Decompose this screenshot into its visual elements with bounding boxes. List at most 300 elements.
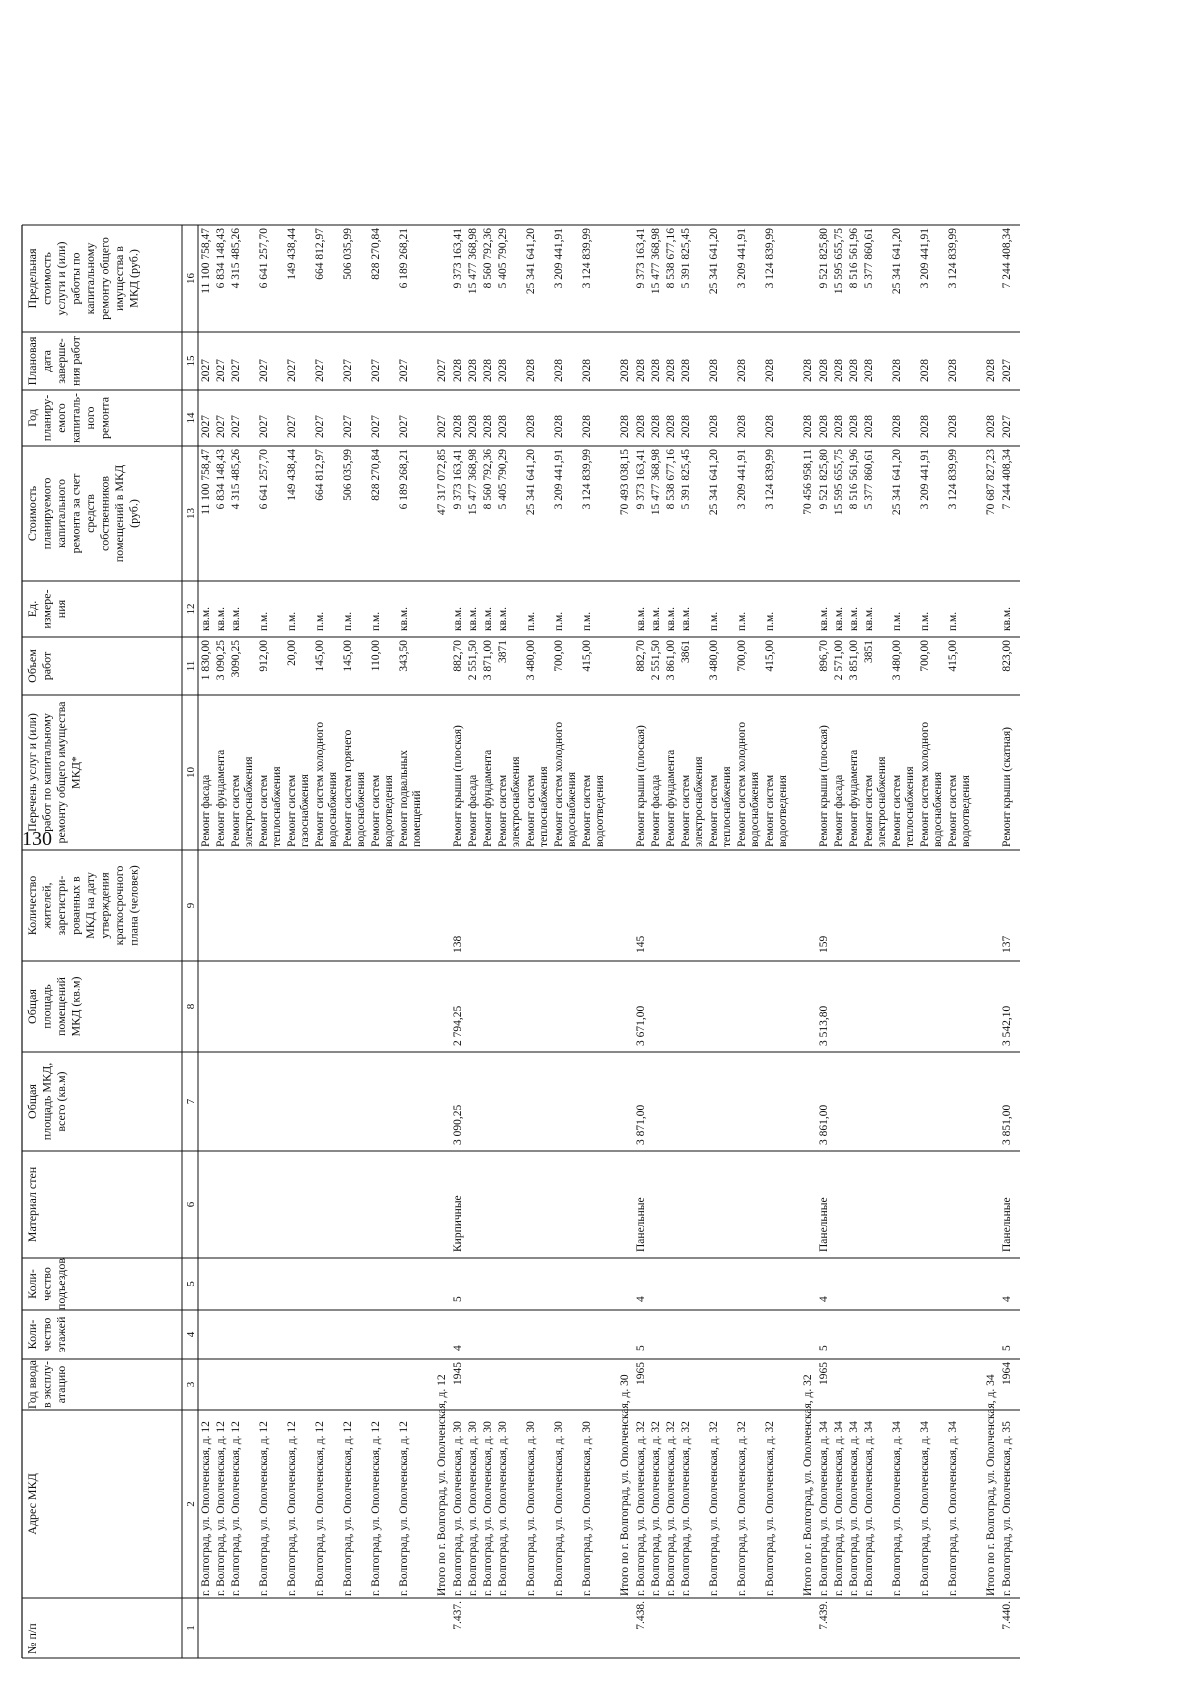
header-c1: № п/п bbox=[25, 1623, 39, 1654]
header-c3: в эксплу- bbox=[39, 1360, 54, 1409]
work-description: Ремонт систем bbox=[258, 774, 270, 847]
header-c12: измере- bbox=[39, 589, 54, 629]
header-c14: планиру- bbox=[39, 394, 54, 442]
work-description: Ремонт фасада bbox=[833, 774, 845, 847]
cell-value: кв.м. bbox=[482, 606, 494, 631]
header-c9: плана (человек) bbox=[126, 865, 141, 946]
cell-value: 15 477 368,98 bbox=[650, 228, 662, 295]
header-c9: МКД на дату bbox=[83, 872, 97, 939]
cell-value: 2028 bbox=[863, 359, 875, 382]
header-c3: атацию bbox=[54, 1365, 68, 1404]
cell-value: 2 571,00 bbox=[833, 640, 845, 681]
cell-value: 2027 bbox=[398, 359, 410, 382]
cell-value: 3871 bbox=[497, 640, 509, 663]
cell-value: 2 551,50 bbox=[650, 640, 662, 681]
cell-value: 3851 bbox=[863, 640, 875, 663]
address: г. Волгоград, ул. Ополченская, д. 34 bbox=[947, 1421, 959, 1596]
cell-value: 3 871,00 bbox=[635, 1104, 647, 1145]
cell-value: п.м. bbox=[553, 611, 565, 631]
address: г. Волгоград, ул. Ополченская, д. 12 bbox=[230, 1421, 242, 1596]
cell-value: 2027 bbox=[286, 359, 298, 382]
cell-value: 2028 bbox=[680, 359, 692, 382]
cell-value: 3 513,80 bbox=[818, 1005, 830, 1046]
cell-value: 2027 bbox=[215, 359, 227, 382]
address: г. Волгоград, ул. Ополченская, д. 34 bbox=[818, 1421, 830, 1596]
column-number: 6 bbox=[185, 1201, 197, 1208]
cell-value: 159 bbox=[818, 935, 830, 953]
cell-value: 2028 bbox=[525, 415, 537, 438]
cell-value: 25 341 641,20 bbox=[891, 228, 903, 295]
cell-value: 3 209 441,91 bbox=[919, 449, 931, 510]
work-description: Ремонт систем bbox=[525, 774, 537, 847]
cell-value: 5 377 860,61 bbox=[863, 228, 875, 289]
cell-value: 2028 bbox=[985, 415, 997, 438]
cell-value: 9 521 825,80 bbox=[818, 449, 830, 510]
cell-value: 4 bbox=[1001, 1296, 1013, 1302]
cell-value: 2028 bbox=[985, 359, 997, 382]
cell-value: 2028 bbox=[947, 359, 959, 382]
cell-value: 2028 bbox=[452, 359, 464, 382]
address: г. Волгоград, ул. Ополченская, д. 32 bbox=[764, 1421, 776, 1596]
cell-value: 2027 bbox=[230, 415, 242, 438]
cell-value: п.м. bbox=[314, 611, 326, 631]
cell-value: 2028 bbox=[891, 359, 903, 382]
cell-value: 2028 bbox=[635, 415, 647, 438]
cell-value: Панельные bbox=[1001, 1197, 1013, 1252]
cell-value: 20,00 bbox=[286, 640, 298, 666]
cell-value: 3 124 839,99 bbox=[764, 228, 776, 289]
header-c5: чество bbox=[39, 1267, 54, 1301]
work-description: водоотведения bbox=[383, 775, 395, 847]
address: г. Волгоград, ул. Ополченская, д. 34 bbox=[833, 1421, 845, 1596]
address: г. Волгоград, ул. Ополченская, д. 34 bbox=[891, 1421, 903, 1596]
cell-value: 9 373 163,41 bbox=[635, 449, 647, 510]
work-description: Ремонт систем bbox=[891, 774, 903, 847]
header-c13: (руб.) bbox=[126, 499, 141, 528]
cell-value: 2028 bbox=[818, 415, 830, 438]
work-description: Ремонт систем горячего bbox=[342, 729, 354, 847]
cell-value: кв.м. bbox=[650, 606, 662, 631]
header-c10: Перечень услуг и (или) bbox=[25, 713, 39, 832]
cell-value: 700,00 bbox=[919, 640, 931, 672]
work-description: электроснабжения bbox=[876, 756, 888, 847]
header-c7: площадь МКД, bbox=[39, 1062, 54, 1141]
cell-value: 5 391 825,45 bbox=[680, 449, 692, 510]
header-c16: МКД (руб.) bbox=[126, 249, 141, 308]
cell-value: 3090,25 bbox=[230, 640, 242, 678]
cell-value: 2027 bbox=[342, 359, 354, 382]
header-c13: капитального bbox=[54, 479, 68, 548]
cell-value: 828 270,84 bbox=[370, 449, 382, 501]
header-c11: Объем bbox=[25, 649, 39, 683]
work-description: теплоснабжения bbox=[721, 766, 733, 847]
cell-value: 6 189 268,21 bbox=[398, 228, 410, 289]
header-c10: работ по капитальному bbox=[39, 713, 54, 832]
work-description: Ремонт систем bbox=[497, 774, 509, 847]
header-c5: Коли- bbox=[25, 1269, 39, 1299]
cell-value: 2027 bbox=[1001, 359, 1013, 382]
cell-value: 110,00 bbox=[370, 640, 382, 672]
cell-value: 2027 bbox=[258, 359, 270, 382]
header-c11: работ bbox=[39, 651, 54, 681]
cell-value: 2028 bbox=[848, 359, 860, 382]
work-description: Ремонт фасада bbox=[467, 774, 479, 847]
cell-value: 2028 bbox=[665, 359, 677, 382]
cell-value: кв.м. bbox=[497, 606, 509, 631]
cell-value: 3 124 839,99 bbox=[581, 449, 593, 510]
header-c16: Предельная bbox=[25, 248, 39, 309]
column-number: 11 bbox=[185, 660, 197, 672]
address: г. Волгоград, ул. Ополченская, д. 12 bbox=[258, 1421, 270, 1596]
header-c8: Общая bbox=[25, 989, 39, 1024]
cell-value: 5 bbox=[635, 1345, 647, 1351]
cell-value: 7 244 408,34 bbox=[1001, 449, 1013, 510]
header-c16: капитальному bbox=[83, 242, 97, 315]
cell-value: 2028 bbox=[665, 415, 677, 438]
cell-value: 3861 bbox=[680, 640, 692, 663]
header-c3: Год ввода bbox=[25, 1360, 39, 1409]
header-c15: заверше- bbox=[54, 338, 68, 384]
address: г. Волгоград, ул. Ополченская, д. 34 bbox=[848, 1421, 860, 1596]
work-description: водоснабжения bbox=[566, 771, 578, 847]
work-description: Ремонт систем холодного bbox=[314, 721, 326, 847]
header-c14: ного bbox=[83, 406, 97, 430]
cell-value: п.м. bbox=[581, 611, 593, 631]
cell-value: п.м. bbox=[736, 611, 748, 631]
cell-value: 15 595 655,75 bbox=[833, 228, 845, 295]
cell-value: 4 bbox=[818, 1296, 830, 1302]
header-c14: ремонта bbox=[97, 396, 112, 440]
header-c6: Материал стен bbox=[25, 1166, 39, 1243]
cell-value: п.м. bbox=[891, 611, 903, 631]
cell-value: 506 035,99 bbox=[342, 449, 354, 501]
header-c13: средств bbox=[83, 494, 97, 533]
address: г. Волгоград, ул. Ополченская, д. 32 bbox=[708, 1421, 720, 1596]
cell-value: 2027 bbox=[1001, 415, 1013, 438]
address: г. Волгоград, ул. Ополченская, д. 12 bbox=[398, 1421, 410, 1596]
address: г. Волгоград, ул. Ополченская, д. 12 bbox=[314, 1421, 326, 1596]
cell-value: 25 341 641,20 bbox=[525, 228, 537, 295]
column-number: 3 bbox=[185, 1381, 197, 1388]
header-c9: рованных в bbox=[68, 876, 83, 935]
header-c16: имущества в bbox=[112, 246, 126, 311]
cell-value: 149 438,44 bbox=[286, 449, 298, 501]
cell-value: 2028 bbox=[650, 359, 662, 382]
total-label: Итого по г. Волгоград, ул. Ополченская, д. 34 bbox=[985, 1374, 997, 1596]
work-description: водоотведения bbox=[960, 775, 972, 847]
address: г. Волгоград, ул. Ополченская, д. 12 bbox=[200, 1421, 212, 1596]
address: г. Волгоград, ул. Ополченская, д. 34 bbox=[863, 1421, 875, 1596]
work-description: Ремонт фасада bbox=[650, 774, 662, 847]
header-c13: Стоимость bbox=[25, 485, 39, 542]
cell-value: 137 bbox=[1001, 935, 1013, 953]
cell-value: 2027 bbox=[314, 415, 326, 438]
cell-value: 4 bbox=[452, 1345, 464, 1351]
header-c16: стоимость bbox=[39, 252, 54, 305]
cell-value: 2027 bbox=[314, 359, 326, 382]
cell-value: 6 189 268,21 bbox=[398, 449, 410, 510]
cell-value: 2028 bbox=[802, 415, 814, 438]
header-c12: ния bbox=[54, 599, 68, 619]
cell-value: 9 521 825,80 bbox=[818, 228, 830, 289]
cell-value: 2027 bbox=[370, 415, 382, 438]
cell-value: 3 090,25 bbox=[215, 640, 227, 681]
column-number: 5 bbox=[185, 1281, 197, 1287]
row-number: 7.439. bbox=[818, 1601, 830, 1630]
column-number: 12 bbox=[185, 603, 197, 615]
header-c16: работы по bbox=[68, 252, 83, 305]
cell-value: 2027 bbox=[258, 415, 270, 438]
work-description: Ремонт систем bbox=[708, 774, 720, 847]
row-number: 7.440. bbox=[1001, 1601, 1013, 1630]
cell-value: 25 341 641,20 bbox=[525, 449, 537, 516]
cell-value: кв.м. bbox=[848, 606, 860, 631]
work-description: Ремонт систем bbox=[764, 774, 776, 847]
cell-value: 2028 bbox=[833, 359, 845, 382]
cell-value: 3 671,00 bbox=[635, 1005, 647, 1046]
cell-value: 896,70 bbox=[818, 640, 830, 672]
cell-value: 2028 bbox=[736, 415, 748, 438]
work-description: электроснабжения bbox=[510, 756, 522, 847]
cell-value: 3 542,10 bbox=[1001, 1005, 1013, 1046]
cell-value: 2028 bbox=[947, 415, 959, 438]
work-description: Ремонт фундамента bbox=[482, 749, 494, 847]
cell-value: кв.м. bbox=[452, 606, 464, 631]
address: г. Волгоград, ул. Ополченская, д. 32 bbox=[650, 1421, 662, 1596]
cell-value: 2028 bbox=[619, 415, 631, 438]
cell-value: 145,00 bbox=[342, 640, 354, 672]
cell-value: 2028 bbox=[619, 359, 631, 382]
column-number: 16 bbox=[185, 273, 197, 284]
cell-value: кв.м. bbox=[200, 606, 212, 631]
cell-value: 2028 bbox=[482, 415, 494, 438]
cell-value: 2028 bbox=[650, 415, 662, 438]
address: г. Волгоград, ул. Ополченская, д. 30 bbox=[525, 1421, 537, 1596]
cell-value: 2028 bbox=[764, 415, 776, 438]
cell-value: 7 244 408,34 bbox=[1001, 228, 1013, 289]
cell-value: 2028 bbox=[708, 359, 720, 382]
cell-value: 2028 bbox=[482, 359, 494, 382]
cell-value: 2 794,25 bbox=[452, 1005, 464, 1046]
cell-value: 2028 bbox=[764, 359, 776, 382]
address: г. Волгоград, ул. Ополченская, д. 32 bbox=[635, 1421, 647, 1596]
work-description: Ремонт фасада bbox=[200, 774, 212, 847]
header-c14: капиталь- bbox=[68, 393, 83, 443]
header-c4: чество bbox=[39, 1317, 54, 1352]
cell-value: кв.м. bbox=[1001, 606, 1013, 631]
address: г. Волгоград, ул. Ополченская, д. 12 bbox=[286, 1421, 298, 1596]
cell-value: 3 209 441,91 bbox=[553, 228, 565, 289]
cell-value: 2028 bbox=[553, 415, 565, 438]
cell-value: 2028 bbox=[891, 415, 903, 438]
cell-value: п.м. bbox=[919, 611, 931, 631]
column-number: 8 bbox=[185, 1003, 197, 1010]
work-description: теплоснабжения bbox=[271, 766, 283, 847]
cell-value: 3 480,00 bbox=[525, 640, 537, 681]
cell-value: 25 341 641,20 bbox=[891, 449, 903, 516]
address: г. Волгоград, ул. Ополченская, д. 32 bbox=[680, 1421, 692, 1596]
cell-value: кв.м. bbox=[863, 606, 875, 631]
column-number: 1 bbox=[185, 1625, 197, 1631]
work-description: Ремонт крыши (скатная) bbox=[1001, 727, 1013, 847]
cell-value: 9 373 163,41 bbox=[635, 228, 647, 289]
cell-value: 25 341 641,20 bbox=[708, 228, 720, 295]
cell-value: 1965 bbox=[818, 1362, 830, 1385]
cell-value: 70 493 038,15 bbox=[619, 449, 631, 516]
cell-value: 828 270,84 bbox=[370, 228, 382, 280]
cell-value: 1964 bbox=[1001, 1362, 1013, 1385]
cell-value: 5 bbox=[818, 1345, 830, 1351]
cell-value: 2028 bbox=[452, 415, 464, 438]
cell-value: 2028 bbox=[736, 359, 748, 382]
header-c13: ремонта за счет bbox=[68, 473, 83, 554]
cell-value: 5 377 860,61 bbox=[863, 449, 875, 510]
cell-value: 2 551,50 bbox=[467, 640, 479, 681]
header-c9: утверждения bbox=[97, 872, 112, 939]
cell-value: 8 516 561,96 bbox=[848, 228, 860, 289]
cell-value: 3 480,00 bbox=[891, 640, 903, 681]
work-description: Ремонт систем bbox=[581, 774, 593, 847]
header-c4: этажей bbox=[54, 1316, 68, 1353]
header-c12: Ед. bbox=[25, 600, 39, 618]
address: г. Волгоград, ул. Ополченская, д. 30 bbox=[467, 1421, 479, 1596]
address: г. Волгоград, ул. Ополченская, д. 12 bbox=[342, 1421, 354, 1596]
column-number: 4 bbox=[185, 1331, 197, 1338]
cell-value: п.м. bbox=[525, 611, 537, 631]
cell-value: 3 861,00 bbox=[818, 1104, 830, 1145]
work-description: Ремонт систем холодного bbox=[553, 721, 565, 847]
cell-value: 3 124 839,99 bbox=[764, 449, 776, 510]
cell-value: 2028 bbox=[635, 359, 647, 382]
cell-value: 2028 bbox=[708, 415, 720, 438]
header-c7: Общая bbox=[25, 1084, 39, 1119]
work-description: Ремонт крыши (плоская) bbox=[818, 725, 830, 847]
work-description: водоотведения bbox=[594, 775, 606, 847]
cell-value: 2028 bbox=[467, 359, 479, 382]
work-description: электроснабжения bbox=[243, 756, 255, 847]
cell-value: 3 124 839,99 bbox=[581, 228, 593, 289]
cell-value: 8 516 561,96 bbox=[848, 449, 860, 510]
cell-value: 2027 bbox=[200, 359, 212, 382]
work-description: водоснабжения bbox=[932, 771, 944, 847]
header-c14: Год bbox=[25, 409, 39, 427]
header-c15: Плановая bbox=[25, 336, 39, 386]
header-c9: краткосрочного bbox=[112, 865, 126, 946]
cell-value: п.м. bbox=[258, 611, 270, 631]
cell-value: 2028 bbox=[919, 359, 931, 382]
cell-value: 6 834 148,43 bbox=[215, 228, 227, 289]
cell-value: 15 477 368,98 bbox=[650, 449, 662, 516]
work-description: Ремонт фундамента bbox=[848, 749, 860, 847]
cell-value: 3 209 441,91 bbox=[919, 228, 931, 289]
cell-value: кв.м. bbox=[398, 606, 410, 631]
header-c15: ния работ bbox=[68, 336, 83, 386]
cell-value: 2028 bbox=[581, 415, 593, 438]
work-description: Ремонт систем bbox=[680, 774, 692, 847]
cell-value: кв.м. bbox=[818, 606, 830, 631]
cell-value: 3 209 441,91 bbox=[736, 228, 748, 289]
cell-value: 3 871,00 bbox=[482, 640, 494, 681]
cell-value: 3 090,25 bbox=[452, 1104, 464, 1145]
header-c8: МКД (кв.м) bbox=[68, 976, 83, 1037]
header-c15: дата bbox=[39, 350, 54, 372]
page-number: 130 bbox=[22, 828, 52, 850]
work-description: Ремонт фундамента bbox=[665, 749, 677, 847]
cell-value: 70 456 958,11 bbox=[802, 449, 814, 515]
cell-value: Панельные bbox=[635, 1197, 647, 1252]
work-description: Ремонт систем bbox=[230, 774, 242, 847]
header-c4: Коли- bbox=[25, 1319, 39, 1350]
address: г. Волгоград, ул. Ополченская, д. 30 bbox=[482, 1421, 494, 1596]
row-number: 7.437. bbox=[452, 1601, 464, 1630]
cell-value: 25 341 641,20 bbox=[708, 449, 720, 516]
cell-value: 2028 bbox=[497, 415, 509, 438]
cell-value: кв.м. bbox=[230, 606, 242, 631]
cell-value: 11 100 758,47 bbox=[200, 228, 212, 294]
cell-value: 8 560 792,36 bbox=[482, 449, 494, 510]
header-c13: планируемого bbox=[39, 477, 54, 550]
cell-value: 8 538 677,16 bbox=[665, 449, 677, 510]
work-description: электроснабжения bbox=[693, 756, 705, 847]
cell-value: 664 812,97 bbox=[314, 449, 326, 501]
cell-value: 149 438,44 bbox=[286, 228, 298, 280]
cell-value: п.м. bbox=[370, 611, 382, 631]
cell-value: 1945 bbox=[452, 1362, 464, 1385]
work-description: Ремонт систем bbox=[286, 774, 298, 847]
cell-value: кв.м. bbox=[467, 606, 479, 631]
work-description: теплоснабжения bbox=[538, 766, 550, 847]
work-description: газоснабжения bbox=[299, 774, 311, 847]
cell-value: 4 315 485,26 bbox=[230, 449, 242, 510]
cell-value: 145,00 bbox=[314, 640, 326, 672]
cell-value: 6 641 257,70 bbox=[258, 228, 270, 289]
address: г. Волгоград, ул. Ополченская, д. 34 bbox=[919, 1421, 931, 1596]
cell-value: 882,70 bbox=[635, 640, 647, 672]
header-c9: Количество bbox=[25, 875, 39, 936]
cell-value: 3 480,00 bbox=[708, 640, 720, 681]
address: г. Волгоград, ул. Ополченская, д. 35 bbox=[1001, 1421, 1013, 1596]
header-c8: помещений bbox=[54, 977, 68, 1036]
cell-value: 5 405 790,29 bbox=[497, 228, 509, 289]
cell-value: 3 209 441,91 bbox=[553, 449, 565, 510]
cell-value: 2028 bbox=[553, 359, 565, 382]
cell-value: 415,00 bbox=[581, 640, 593, 672]
cell-value: 664 812,97 bbox=[314, 228, 326, 280]
cell-value: 2027 bbox=[230, 359, 242, 382]
work-description: Ремонт систем bbox=[370, 774, 382, 847]
column-number: 7 bbox=[185, 1098, 197, 1105]
work-description: Ремонт подвальных bbox=[398, 750, 410, 847]
cell-value: 5 391 825,45 bbox=[680, 228, 692, 289]
cell-value: 5 405 790,29 bbox=[497, 449, 509, 510]
work-description: водоснабжения bbox=[749, 771, 761, 847]
header-c8: площадь bbox=[39, 984, 54, 1029]
cell-value: 6 834 148,43 bbox=[215, 449, 227, 510]
address: г. Волгоград, ул. Ополченская, д. 30 bbox=[553, 1421, 565, 1596]
cell-value: 3 851,00 bbox=[848, 640, 860, 681]
address: г. Волгоград, ул. Ополченская, д. 12 bbox=[370, 1421, 382, 1596]
cell-value: 2028 bbox=[525, 359, 537, 382]
cell-value: 145 bbox=[635, 935, 647, 953]
cell-value: 343,50 bbox=[398, 640, 410, 672]
cell-value: 2027 bbox=[436, 359, 448, 382]
cell-value: 2028 bbox=[802, 359, 814, 382]
work-description: Ремонт фундамента bbox=[215, 749, 227, 847]
cell-value: 2028 bbox=[919, 415, 931, 438]
cell-value: п.м. bbox=[342, 611, 354, 631]
header-c2: Адрес МКД bbox=[25, 1473, 39, 1535]
cell-value: п.м. bbox=[947, 611, 959, 631]
